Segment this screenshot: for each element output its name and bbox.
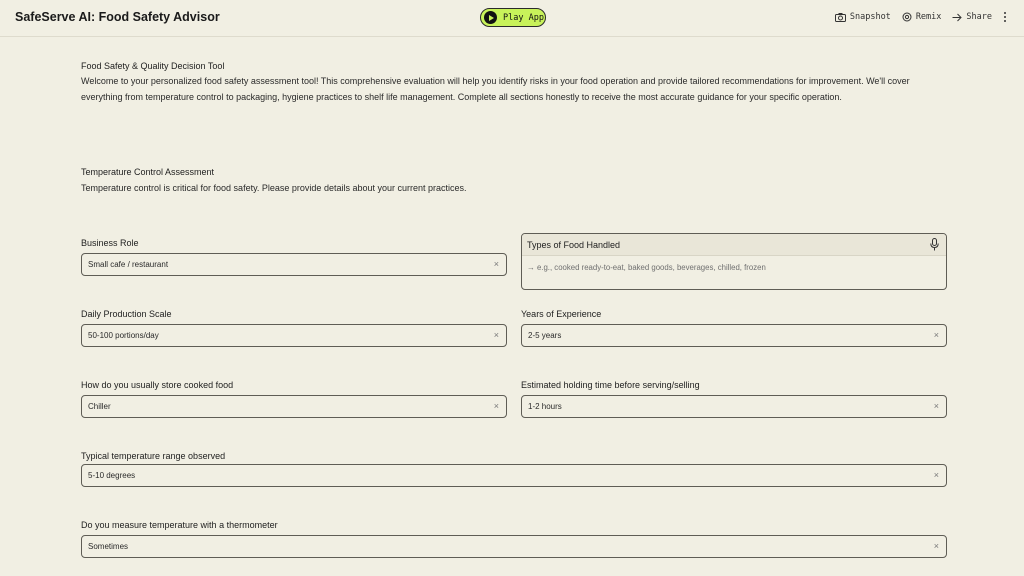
intro-title: Food Safety & Quality Decision Tool xyxy=(81,61,225,71)
experience-value: 2-5 years xyxy=(528,331,562,340)
top-bar xyxy=(0,0,1024,37)
share-label: Share xyxy=(966,12,992,23)
temp-range-label: Typical temperature range observed xyxy=(81,451,226,461)
food-types-header xyxy=(522,234,946,256)
clear-icon[interactable]: × xyxy=(493,330,499,340)
clear-icon[interactable]: × xyxy=(493,259,499,269)
production-scale-label: Daily Production Scale xyxy=(81,309,172,319)
storage-label: How do you usually store cooked food xyxy=(81,380,234,390)
business-role-label: Business Role xyxy=(81,238,139,248)
business-role-value: Small cafe / restaurant xyxy=(88,260,169,269)
clear-icon[interactable]: × xyxy=(933,541,939,551)
app-title: SafeServe AI: Food Safety Advisor xyxy=(15,10,220,24)
temp-range-select[interactable] xyxy=(81,464,947,487)
experience-label: Years of Experience xyxy=(521,309,602,319)
intro-text: Welcome to your personalized food safety assessment tool! This comprehensive evaluation will help you identify risks in your food operation and provide tailored recommendations for improvement. We'll cover everything from temperature control to packaging, hygiene practices to shelf life management. Complete all sections honestly to receive the most accurate guidance for your specific operation. xyxy=(81,76,910,102)
clear-icon[interactable]: × xyxy=(933,470,939,480)
clear-icon[interactable]: × xyxy=(493,401,499,411)
play-app-label: Play App xyxy=(503,12,544,23)
snapshot-button[interactable] xyxy=(835,12,891,22)
storage-value: Chiller xyxy=(88,402,111,411)
storage-select[interactable] xyxy=(81,395,507,418)
remix-button[interactable] xyxy=(902,12,942,22)
play-icon xyxy=(484,11,497,24)
clear-icon[interactable]: × xyxy=(933,401,939,411)
remix-icon xyxy=(902,12,912,22)
temperature-section-text: Temperature control is critical for food safety. Please provide details about your current practices. xyxy=(81,183,467,193)
microphone-icon[interactable] xyxy=(930,238,939,251)
clear-icon[interactable]: × xyxy=(933,330,939,340)
thermometer-select[interactable] xyxy=(81,535,947,558)
temp-range-value: 5-10 degrees xyxy=(88,471,136,480)
share-button[interactable] xyxy=(952,12,992,22)
food-types-label: Types of Food Handled xyxy=(527,239,621,250)
holding-time-label: Estimated holding time before serving/selling xyxy=(521,380,700,390)
thermometer-value: Sometimes xyxy=(88,542,129,551)
production-scale-value: 50-100 portions/day xyxy=(88,331,159,340)
more-options-icon[interactable] xyxy=(1002,11,1008,23)
holding-time-value: 1-2 hours xyxy=(528,402,562,411)
holding-time-select[interactable] xyxy=(521,395,947,418)
camera-icon xyxy=(835,13,846,22)
food-types-field[interactable] xyxy=(521,233,947,290)
share-arrow-icon xyxy=(952,13,962,22)
play-app-button[interactable] xyxy=(480,8,546,27)
thermometer-label: Do you measure temperature with a thermometer xyxy=(81,520,278,530)
temperature-section-title: Temperature Control Assessment xyxy=(81,167,215,177)
top-actions xyxy=(824,11,1008,23)
business-role-select[interactable] xyxy=(81,253,507,276)
snapshot-label: Snapshot xyxy=(849,12,891,23)
production-scale-select[interactable] xyxy=(81,324,507,347)
remix-label: Remix xyxy=(915,12,942,23)
food-types-input[interactable]: → e.g., cooked ready-to-eat, baked goods, beverages, chilled, frozen xyxy=(527,263,766,272)
experience-select[interactable] xyxy=(521,324,947,347)
